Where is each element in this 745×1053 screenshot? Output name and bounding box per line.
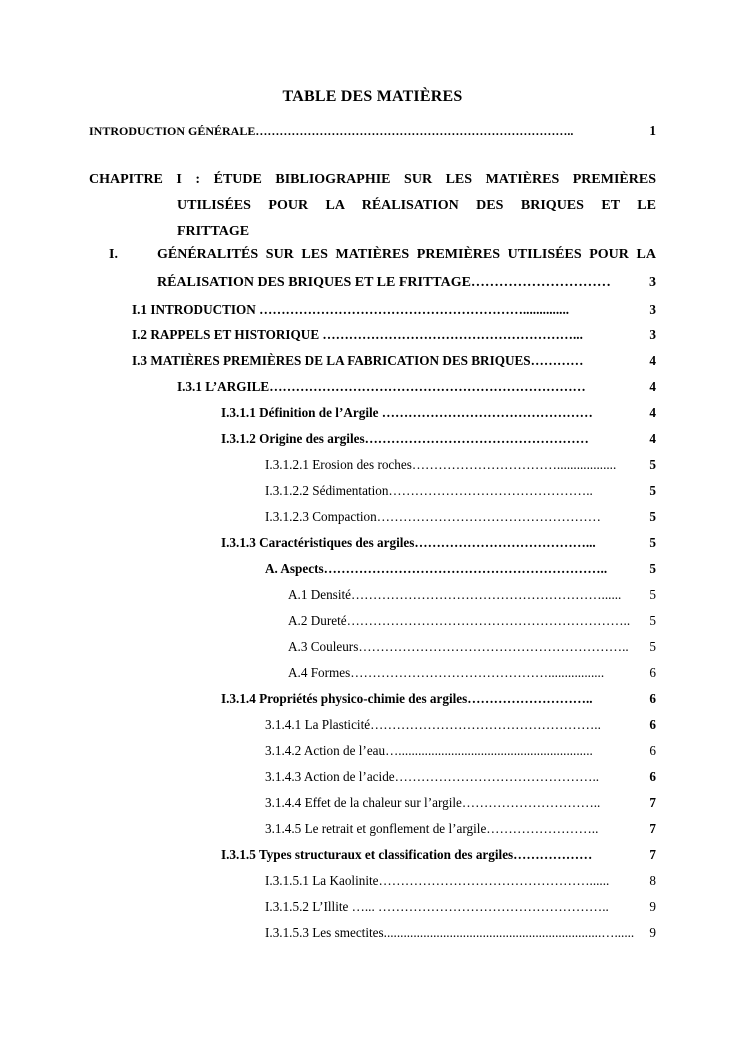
toc-entry-page: 3 <box>649 302 656 317</box>
toc-entry[interactable] <box>265 716 656 734</box>
toc-entry[interactable] <box>265 872 656 890</box>
toc-entry-text: 3.1.4.5 Le retrait et gonflement de l’argile…………………….. <box>265 821 599 836</box>
chapter-heading-line1[interactable]: CHAPITRE I : ÉTUDE BIBLIOGRAPHIE SUR LES MATIÈRES PREMIÈRES <box>89 172 656 187</box>
toc-entry-page: 9 <box>649 925 656 940</box>
toc-entry[interactable] <box>288 586 656 604</box>
toc-entry[interactable] <box>288 612 656 630</box>
chapter-heading-line2[interactable]: UTILISÉES POUR LA RÉALISATION DES BRIQUES ET LE <box>177 198 656 213</box>
toc-intro[interactable] <box>89 122 656 140</box>
toc-entry-page: 4 <box>649 379 656 394</box>
toc-entry[interactable] <box>221 534 656 552</box>
toc-entry-text: 3.1.4.4 Effet de la chaleur sur l’argile………………………….. <box>265 795 601 810</box>
toc-entry[interactable] <box>265 768 656 786</box>
toc-entry-page: 9 <box>649 899 656 914</box>
toc-entry-page: 5 <box>649 457 656 472</box>
toc-entry-text: I.3.1.2.3 Compaction…………………………………………… <box>265 509 601 524</box>
toc-entry-text: I.1 INTRODUCTION …………………………………………………….............. <box>132 302 570 317</box>
toc-entry-page: 5 <box>649 639 656 654</box>
toc-entry[interactable] <box>132 352 656 370</box>
toc-entry-page: 5 <box>649 483 656 498</box>
toc-entry-text: I.3.1.2.1 Erosion des roches…………………………….................. <box>265 457 617 472</box>
toc-entry-page: 3 <box>649 327 656 342</box>
section-numeral: I. <box>109 247 118 262</box>
toc-entry-text: 3.1.4.1 La Plasticité…………………………………………….. <box>265 717 601 732</box>
toc-entry-page: 7 <box>649 821 656 836</box>
toc-entry[interactable] <box>265 898 656 916</box>
toc-entry[interactable] <box>132 301 656 319</box>
toc-entry-text: I.3.1.3 Caractéristiques des argiles…………………………………... <box>221 535 596 550</box>
toc-entry-page: 5 <box>649 535 656 550</box>
toc-entry-page: 6 <box>649 665 656 680</box>
toc-entry-page: 6 <box>649 717 656 732</box>
toc-entry[interactable] <box>177 378 656 396</box>
toc-entry-page: 8 <box>649 873 656 888</box>
toc-entry-page: 6 <box>649 743 656 758</box>
toc-entry-page: 6 <box>649 769 656 784</box>
toc-entry[interactable] <box>288 638 656 656</box>
toc-entry-page: 4 <box>649 405 656 420</box>
toc-entry-text: I.3 MATIÈRES PREMIÈRES DE LA FABRICATION DES BRIQUES………… <box>132 353 584 368</box>
toc-entry-text: I.3.1 L’ARGILE……………………………………………………………… <box>177 379 586 394</box>
toc-entry-page: 5 <box>649 587 656 602</box>
toc-entry[interactable] <box>265 924 656 942</box>
toc-entry-text: 3.1.4.2 Action de l’eau…........................................................... <box>265 743 593 758</box>
toc-entry-page: 4 <box>649 353 656 368</box>
toc-entry-text: I.2 RAPPELS ET HISTORIQUE …………………………………………………... <box>132 327 583 342</box>
toc-entry-text: A. Aspects……………………………………………………….. <box>265 561 608 576</box>
toc-entry-text: I.3.1.5.2 L’Illite …... …………………………………………….. <box>265 899 609 914</box>
toc-entry[interactable] <box>265 820 656 838</box>
toc-entry-text: I.3.1.5.3 Les smectites..................................................................…...... <box>265 925 635 940</box>
toc-entry-page: 7 <box>649 795 656 810</box>
toc-entry-text: A.1 Densité…………………………………………………...... <box>288 587 622 602</box>
toc-entry-text: I.3.1.5.1 La Kaolinite…………………………………………...... <box>265 873 610 888</box>
toc-entry[interactable] <box>221 690 656 708</box>
toc-entry[interactable] <box>265 794 656 812</box>
toc-entry-text: I.3.1.1 Définition de l’Argile ………………………………………… <box>221 405 593 420</box>
toc-entry-page: 6 <box>649 691 656 706</box>
chapter-heading-line3[interactable]: FRITTAGE <box>177 224 250 239</box>
toc-entry-text: I.3.1.2.2 Sédimentation……………………………………….. <box>265 483 593 498</box>
section-heading-line1[interactable]: GÉNÉRALITÉS SUR LES MATIÈRES PREMIÈRES UTILISÉES POUR LA <box>157 247 656 262</box>
toc-entry[interactable] <box>221 404 656 422</box>
toc-entry[interactable] <box>132 326 656 344</box>
toc-entry-page: 5 <box>649 613 656 628</box>
toc-entry[interactable] <box>265 508 656 526</box>
toc-entry-text: 3.1.4.3 Action de l’acide……………………………………….. <box>265 769 600 784</box>
toc-entry-page: 7 <box>649 847 656 862</box>
toc-entry[interactable] <box>265 560 656 578</box>
toc-entry[interactable] <box>221 846 656 864</box>
toc-intro-page: 1 <box>649 123 656 138</box>
toc-entry-page: 4 <box>649 431 656 446</box>
toc-entry-text: A.4 Formes………………………………………................. <box>288 665 605 680</box>
toc-entry[interactable] <box>221 430 656 448</box>
toc-intro-label: INTRODUCTION GÉNÉRALE…………………………………………………………………….. <box>89 124 574 138</box>
toc-entry-text: I.3.1.2 Origine des argiles…………………………………………… <box>221 431 589 446</box>
toc-entry-text: I.3.1.4 Propriétés physico-chimie des argiles……………………….. <box>221 691 593 706</box>
toc-entry-text: I.3.1.5 Types structuraux et classification des argiles……………… <box>221 847 593 862</box>
toc-entry-page: 5 <box>649 509 656 524</box>
toc-entry-text: A.2 Dureté……………………………………………………….. <box>288 613 631 628</box>
page-title: TABLE DES MATIÈRES <box>282 88 463 105</box>
toc-entry[interactable] <box>265 482 656 500</box>
section-heading-page: 3 <box>649 275 656 290</box>
section-heading-line2[interactable] <box>157 274 656 292</box>
toc-entry[interactable] <box>265 742 656 760</box>
section-heading-text: RÉALISATION DES BRIQUES ET LE FRITTAGE………………………… <box>157 275 611 290</box>
toc-entry[interactable] <box>265 456 656 474</box>
toc-entry[interactable] <box>288 664 656 682</box>
toc-entry-page: 5 <box>649 561 656 576</box>
toc-entry-text: A.3 Couleurs…………………………………………………….. <box>288 639 629 654</box>
